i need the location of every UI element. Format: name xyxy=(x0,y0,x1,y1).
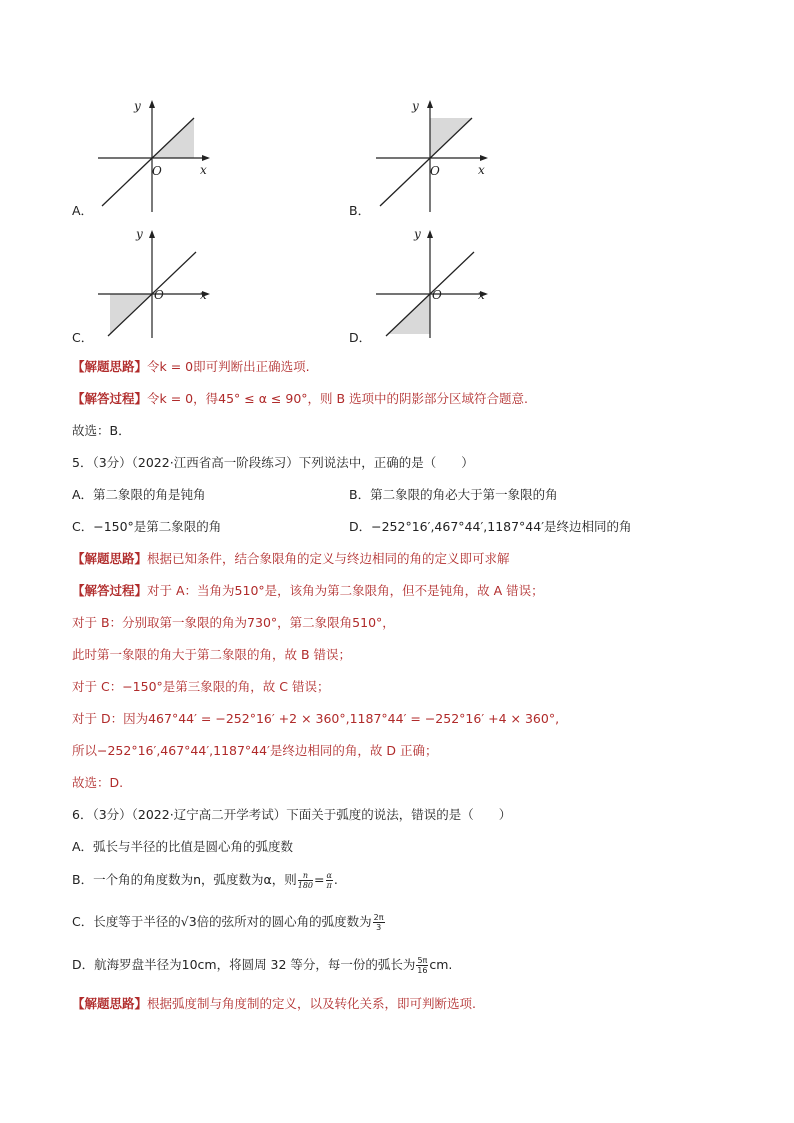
x-axis-label: x xyxy=(200,163,207,177)
process-tag: 【解答过程】 xyxy=(72,583,148,598)
y-axis-label: y xyxy=(134,99,141,113)
q6-stem: 6．（3分）（2022·辽宁高二开学考试）下面关于弧度的说法，错误的是（ ） xyxy=(72,807,512,822)
q5-process xyxy=(72,581,544,599)
option-a-label: A． xyxy=(72,203,94,218)
origin-label: O xyxy=(154,288,164,302)
x-axis-label: x xyxy=(478,163,485,177)
q4-process xyxy=(72,389,528,407)
q6-option-c: C．长度等于半径的√3倍的弦所对的圆心角的弧度数为 $\frac{2\pi}{3}$ xyxy=(72,913,384,932)
q6-option-d: D．航海罗盘半径为10cm，将圆周 32 等分，每一份的弧长为 $\frac{5\pi}{16}$ cm. xyxy=(72,956,453,975)
option-b-label: B． xyxy=(349,203,371,218)
origin-label: O xyxy=(152,164,162,178)
q5-process-line: 此时第一象限的角大于第二象限的角，故 B 错误； xyxy=(72,647,352,662)
q5-process-line: 对于 C：−150°是第三象限的角，故 C 错误； xyxy=(72,679,330,694)
hint-text: 令k = 0即可判断出正确选项. xyxy=(147,359,310,374)
q5-process-line: 对于 D：因为467°44′ = −252°16′ +2 × 360°,1187°44′ = −252°16′ +4 × 360°, xyxy=(72,711,560,726)
graph-option-b xyxy=(374,96,498,214)
q5-hint xyxy=(72,549,510,567)
sqrt3: √3 xyxy=(180,914,197,929)
option-d-label: D． xyxy=(349,330,372,345)
hint-tag: 【解题思路】 xyxy=(72,551,148,566)
q6-option-a: A．弧长与半径的比值是圆心角的弧度数 xyxy=(72,839,294,854)
option-c-label: C． xyxy=(72,330,94,345)
y-axis-label: y xyxy=(414,227,421,241)
q5-stem: 5．（3分）（2022·江西省高一阶段练习）下列说法中，正确的是（ ） xyxy=(72,455,474,470)
q4-hint xyxy=(72,357,310,375)
q4-answer: 故选：B． xyxy=(72,423,131,438)
process-tag: 【解答过程】 xyxy=(72,391,148,406)
q6-hint xyxy=(72,994,476,1012)
q5-process-line: 对于 B：分别取第一象限的角为730°，第二象限角510°， xyxy=(72,615,395,630)
hint-text: 根据弧度制与角度制的定义，以及转化关系，即可判断选项. xyxy=(147,996,476,1011)
graph-option-d xyxy=(374,226,498,344)
fraction-2pi-over-3: $\frac{2\pi}{3}$ xyxy=(373,913,384,932)
q5-option-c: C．−150°是第二象限的角 xyxy=(72,519,222,534)
q5-option-d: D．−252°16′,467°44′,1187°44′是终边相同的角 xyxy=(349,519,632,534)
fraction-5pi-over-16: $\frac{5\pi}{16}$ xyxy=(417,956,428,975)
q6-option-b: B．一个角的角度数为n，弧度数为α，则 $\frac{n}{180}$ = $\frac{\alpha}{\pi}$ . xyxy=(72,871,338,890)
x-axis-label: x xyxy=(478,288,485,302)
option-b-text: B．一个角的角度数为n，弧度数为α，则 xyxy=(72,872,297,887)
origin-label: O xyxy=(430,164,440,178)
process-line: 对于 A：当角为510°是，该角为第二象限角，但不是钝角，故 A 错误； xyxy=(147,583,544,598)
y-axis-label: y xyxy=(136,227,143,241)
origin-label: O xyxy=(432,288,442,302)
q5-option-b: B．第二象限的角必大于第一象限的角 xyxy=(349,487,558,502)
q5-process-line: 所以−252°16′,467°44′,1187°44′是终边相同的角，故 D 正确； xyxy=(72,743,438,758)
q5-answer: 故选：D. xyxy=(72,775,124,790)
q5-option-a: A．第二象限的角是钝角 xyxy=(72,487,206,502)
fraction-alpha-over-pi: $\frac{\alpha}{\pi}$ xyxy=(326,871,332,890)
y-axis-label: y xyxy=(412,99,419,113)
hint-text: 根据已知条件，结合象限角的定义与终边相同的角的定义即可求解 xyxy=(147,551,510,566)
x-axis-label: x xyxy=(200,288,207,302)
process-text: 令k = 0，得45° ≤ α ≤ 90°，则 B 选项中的阴影部分区域符合题意. xyxy=(147,391,529,406)
hint-tag: 【解题思路】 xyxy=(72,996,148,1011)
graph-option-a xyxy=(96,96,220,214)
graph-option-c xyxy=(96,226,220,344)
hint-tag: 【解题思路】 xyxy=(72,359,148,374)
fraction-n-over-180: $\frac{n}{180}$ xyxy=(297,871,314,890)
